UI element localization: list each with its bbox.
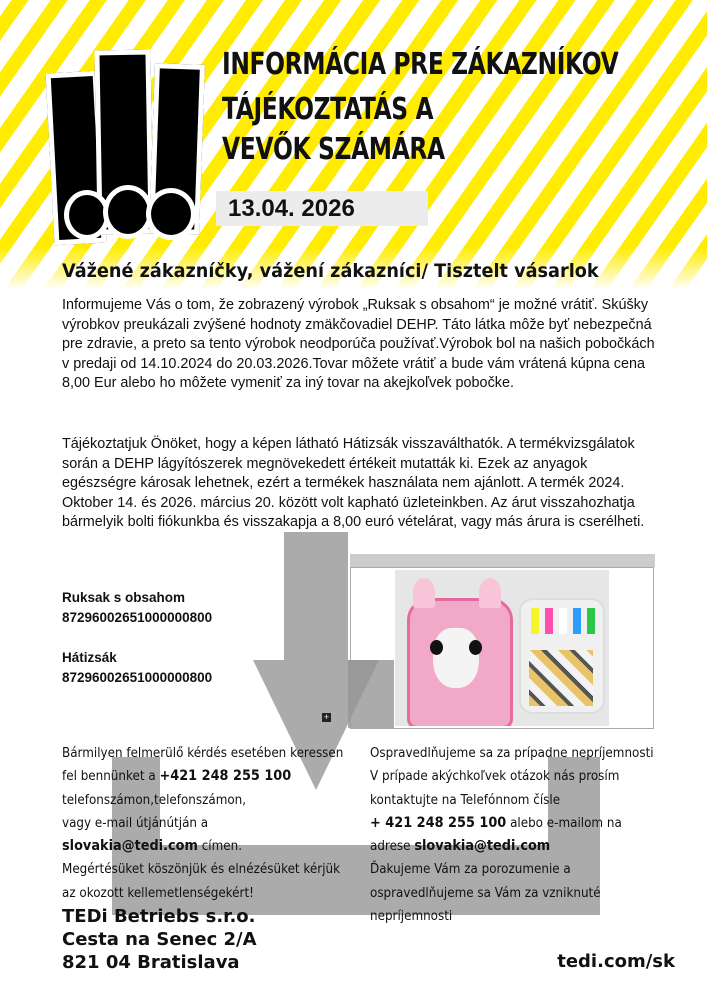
- product-sk: [62, 588, 212, 628]
- product-code: 87296002651000000800: [62, 610, 213, 625]
- body-paragraph-sk: Informujeme Vás o tom, že zobrazený výrobok „Ruksak s obsahom“ je možné vrátiť. Skúšky výrobkov preukázali zvýšené hodnoty zmäkčovadiel DEHP. Táto látka môže byť nebezpečná pre zdravie, a preto sa tento výrobok neodporúča používať.Výrobok bol na našich pobočkách v predaji od 14.10.2024 do 20.03.2026.Tovar môžete vrátiť a bude vám vrátená kúpna cena 8,00 Eur alebo ho môžete vymeniť za iný tovar na akejkoľvek pobočke.: [62, 297, 655, 392]
- website-link[interactable]: tedi.com/sk: [557, 951, 675, 972]
- image-frame-header: [350, 554, 655, 567]
- body-paragraph-hu: Tájékoztatjuk Önöket, hogy a képen látható Hátizsák visszaválthatók. A termékvizsgálatok során a DEHP lágyítószerek megnövekedett értékeit mutatták ki. Ezek az anyagok egészségre károsak lehetnek, ezért a termékek használata nem ajánlott. A termék 2024. Oktober 14. és 2026. március 20. között volt kapható üzleteinkben. Az árut visszahozhatja bármelyik bolti fiókunkba és visszakapja a 8,00 euró vételárat, vagy más árura is cserélheti.: [62, 436, 645, 531]
- title-line-2: TÁJÉKOZTATÁS A: [222, 92, 434, 127]
- email-link[interactable]: slovakia@tedi.com: [414, 838, 551, 855]
- title-line-1: INFORMÁCIA PRE ZÁKAZNÍKOV: [222, 47, 619, 82]
- product-photo: [395, 570, 609, 726]
- plus-icon[interactable]: +: [323, 712, 330, 722]
- product-name: Ruksak s obsahom: [62, 590, 186, 605]
- title-line-3: VEVŐK SZÁMÁRA: [222, 132, 445, 167]
- contact-sk: Ospravedlňujeme sa za prípadne nepríjemnosti V prípade akýchkoľvek otázok nás prosím kontaktujte na Telefónnom čísle + 421 248 255 100 alebo e-mailom na adrese slovakia@tedi.com Ďakujeme Vám za porozumenie a ospravedlňujeme sa Vám za vzniknuté nepríjemnosti: [370, 746, 654, 925]
- company-address: TEDi Betriebs s.r.o. Cesta na Senec 2/A 821 04 Bratislava: [62, 906, 257, 973]
- notice-date: 13.04. 2026: [216, 191, 428, 226]
- phone-number: +421 248 255 100: [159, 768, 292, 785]
- contact-hu: Bármilyen felmerülő kérdés esetében keressen fel bennünket a +421 248 255 100 telefonszámon,telefonszámon, vagy e-mail útjánútján a slovakia@tedi.com címen. Megértésüket köszönjük és elnézésüket kérjük az okozott kellemetlenségekért!: [62, 746, 344, 901]
- greeting: Vážené zákazníčky, vážení zákazníci/ Tisztelt vásarlok: [62, 260, 599, 282]
- phone-number: + 421 248 255 100: [370, 814, 507, 831]
- email-link[interactable]: slovakia@tedi.com: [62, 838, 198, 855]
- product-code: 87296002651000000800: [62, 670, 213, 685]
- product-name: Hátizsák: [62, 650, 117, 665]
- product-hu: [62, 648, 212, 688]
